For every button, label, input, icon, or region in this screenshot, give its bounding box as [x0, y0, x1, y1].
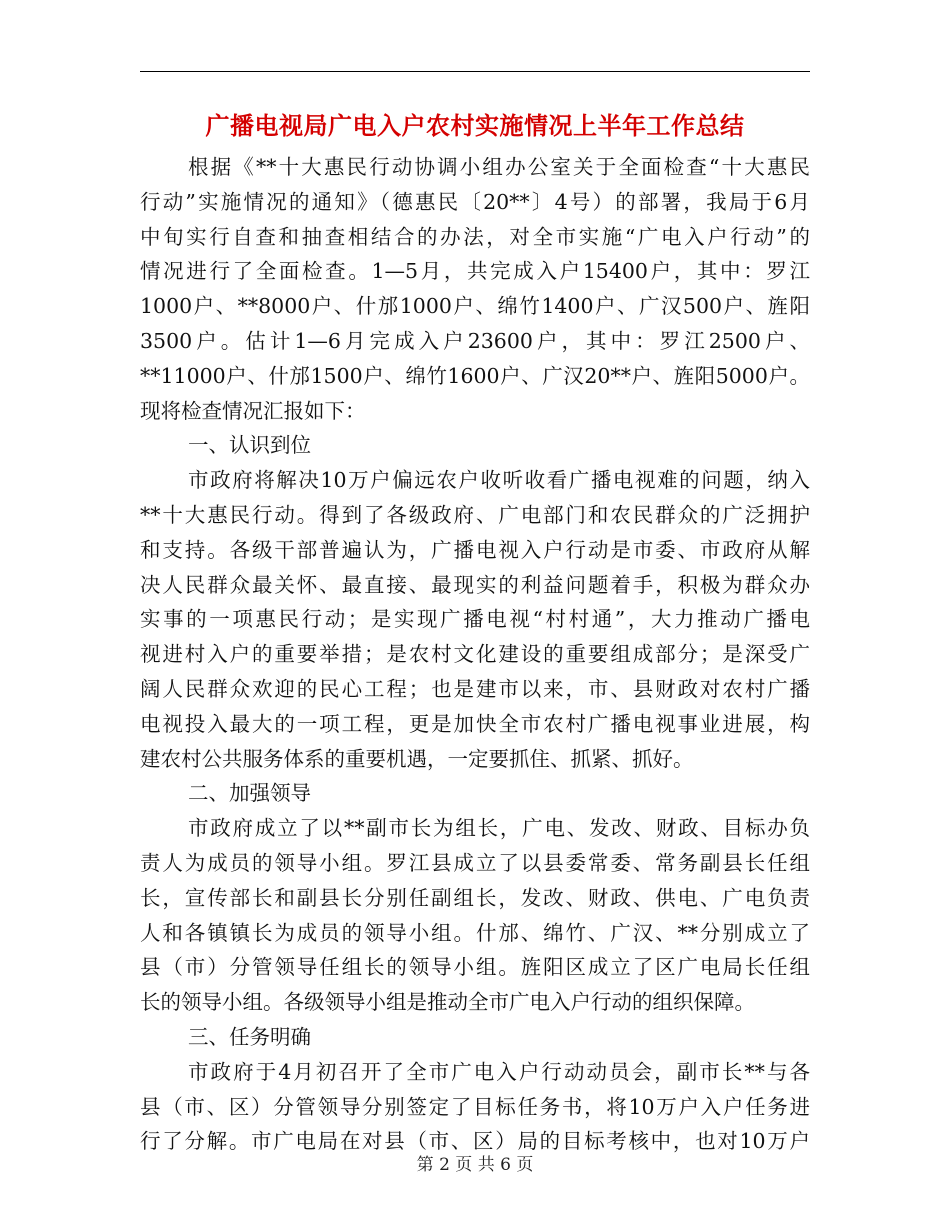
paragraph-line: 市政府将解决10万户偏远农户收听收看广播电视难的问题，纳入 [188, 468, 810, 493]
paragraph-line: 长的领导小组。各级领导小组是推动全市广电入户行动的组织保障。 [140, 990, 755, 1015]
paragraph-line: 建农村公共服务体系的重要机遇，一定要抓住、抓紧、抓好。 [140, 746, 694, 771]
page-number-footer: 第 2 页 共 6 页 [416, 1155, 534, 1175]
paragraph-line: 现将检查情况汇报如下： [140, 398, 366, 423]
section-heading: 二、加强领导 [188, 781, 311, 806]
paragraph-line: 实事的一项惠民行动；是实现广播电视“村村通”，大力推动广播电 [140, 607, 810, 632]
paragraph-line: 市政府成立了以**副市长为组长，广电、发改、财政、目标办负 [188, 816, 810, 841]
paragraph-line: 县（市、区）分管领导分别签定了目标任务书，将10万户入户任务进 [140, 1094, 810, 1119]
paragraph-line: 中旬实行自查和抽查相结合的办法，对全市实施“广电入户行动”的 [140, 224, 810, 249]
paragraph-line: 阔人民群众欢迎的民心工程；也是建市以来，市、县财政对农村广播 [140, 676, 810, 701]
paragraph-line: 行了分解。市广电局在对县（市、区）局的目标考核中，也对10万户 [140, 1129, 810, 1154]
paragraph-line: 视进村入户的重要举措；是农村文化建设的重要组成部分；是深受广 [140, 642, 810, 667]
paragraph-line: 人和各镇镇长为成员的领导小组。什邡、绵竹、广汉、**分别成立了 [140, 920, 810, 945]
paragraph-line: 长，宣传部长和副县长分别任副组长，发改、财政、供电、广电负责 [140, 885, 810, 910]
section-heading: 一、认识到位 [188, 433, 311, 458]
paragraph-line: 3500户。估计1—6月完成入户23600户，其中：罗江2500户、 [140, 328, 810, 353]
header-rule [140, 71, 810, 72]
paragraph-line: 情况进行了全面检查。1—5月，共完成入户15400户，其中：罗江 [140, 259, 810, 284]
paragraph-line: **十大惠民行动。得到了各级政府、广电部门和农民群众的广泛拥护 [140, 502, 810, 527]
paragraph-line: 决人民群众最关怀、最直接、最现实的利益问题着手，积极为群众办 [140, 572, 810, 597]
paragraph-line: 行动”实施情况的通知》（德惠民〔20**〕4号）的部署，我局于6月 [140, 189, 810, 214]
paragraph-line: 和支持。各级干部普遍认为，广播电视入户行动是市委、市政府从解 [140, 537, 810, 562]
paragraph-line: 责人为成员的领导小组。罗江县成立了以县委常委、常务副县长任组 [140, 850, 810, 875]
paragraph-line: 市政府于4月初召开了全市广电入户行动动员会，副市长**与各 [188, 1059, 810, 1084]
paragraph-line: **11000户、什邡1500户、绵竹1600户、广汉20**户、旌阳5000户。 [140, 363, 810, 388]
paragraph-line: 根据《**十大惠民行动协调小组办公室关于全面检查“十大惠民 [188, 155, 810, 179]
paragraph-line: 1000户、**8000户、什邡1000户、绵竹1400户、广汉500户、旌阳 [140, 294, 810, 319]
paragraph-line: 电视投入最大的一项工程，更是加快全市农村广播电视事业进展，构 [140, 711, 810, 736]
document-body [140, 150, 810, 1159]
paragraph-line: 县（市）分管领导任组长的领导小组。旌阳区成立了区广电局长任组 [140, 955, 810, 980]
document-title: 广播电视局广电入户农村实施情况上半年工作总结 [205, 111, 745, 140]
section-heading: 三、任务明确 [188, 1024, 311, 1049]
